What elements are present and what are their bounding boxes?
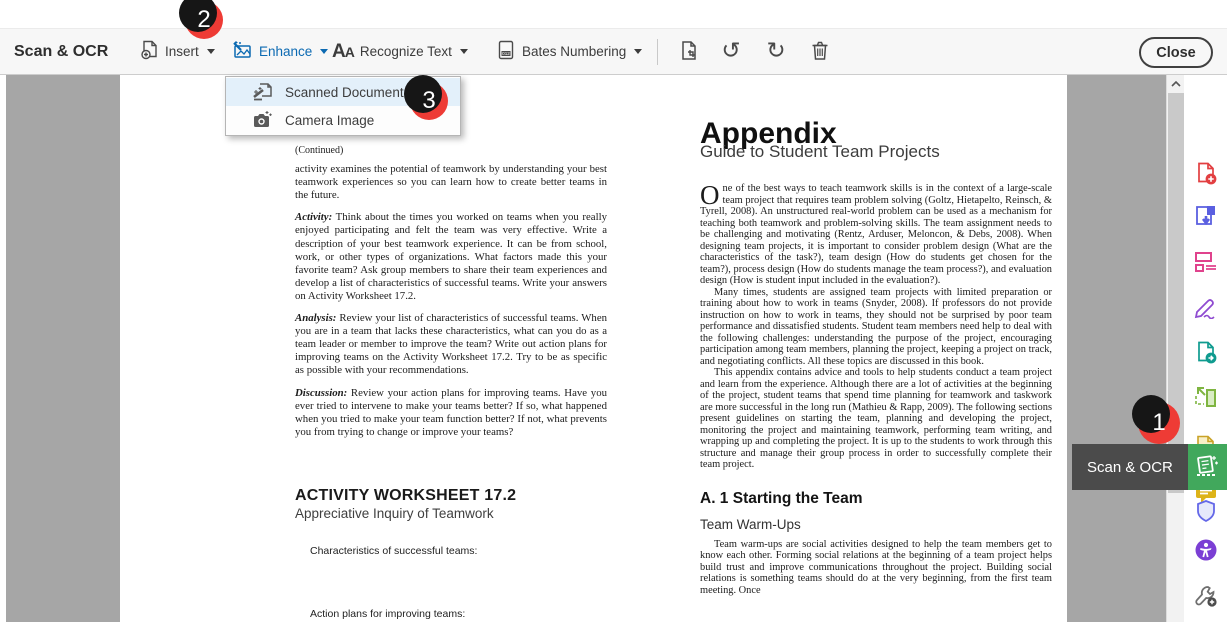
export-pdf-tool[interactable]: [1194, 204, 1218, 228]
vertical-scrollbar[interactable]: [1166, 75, 1184, 622]
activity-paragraph: Activity: Think about the times you worked on teams when you really enjoyed participating and felt the team was very effective. Write a description of your best teamwork experience. It can be from school, work, or other types of organizations. What factors made this your favorite team? Ask group members to share their team experiences and develop a list of characteristics of successful teams. Write your answers on Activity Worksheet 17.2.: [295, 211, 607, 302]
rotate-right-button[interactable]: [759, 29, 793, 74]
insert-page-icon: [140, 40, 159, 63]
recognize-text-icon: AA: [332, 40, 354, 62]
scan-ocr-tooltip: Scan & OCR: [1072, 444, 1188, 490]
chevron-up-icon: [1171, 81, 1181, 87]
send-file-tool[interactable]: [1194, 341, 1218, 365]
tools-rail: [1184, 75, 1227, 622]
accessibility-tool[interactable]: [1194, 538, 1218, 562]
delete-pages-button[interactable]: [803, 29, 837, 74]
appendix-paragraph-1: One of the best ways to teach teamwork skills is in the context of a large-scale team project that requires team problem solving (Goltz, Hietapelto, Reinsch, & Tyrell, 2008). An unstructured real-world problem can be used as a mechanism for teaching both teamwork and problem-solving skills. The team assignment needs to be challenging and motivating (Rentz, Arduser, Meloncon, & Debs, 2008). When designing team projects, it is important to consider problem design (What are the characteristics of the task?), team design (How do students get chosen for the team?), process design (How do students manage the team process?), and evaluation design (How is student input included in the evaluation?).: [700, 180, 1052, 286]
appendix-title: Appendix: [700, 117, 837, 150]
insert-label: Insert: [165, 44, 199, 59]
fill-sign-pen-icon: [1194, 297, 1218, 319]
analysis-paragraph: Analysis: Review your list of characteristics of successful teams. When you are in a team that lacks these characteristics, what can you do as a team leader or member to improve the team? Write out action plans for improving teams on the Activity Worksheet 17.2. Try to be as specific as possible with your recommendations.: [295, 312, 608, 377]
create-pdf-tool[interactable]: [1194, 162, 1218, 186]
close-button[interactable]: Close: [1139, 37, 1213, 68]
enhance-magic-image-icon: [232, 40, 253, 63]
menu-item-label: Camera Image: [285, 112, 375, 128]
scan-and-ocr-tool-active[interactable]: [1184, 444, 1227, 490]
toolbar-divider: [657, 39, 658, 65]
drop-cap: O: [700, 180, 720, 210]
combine-files-icon: [1194, 386, 1218, 410]
accessibility-icon: [1194, 538, 1218, 562]
fill-and-sign-tool[interactable]: [1194, 296, 1218, 320]
scroll-up-button[interactable]: [1167, 75, 1185, 93]
document-pane[interactable]: [6, 75, 1166, 622]
send-file-icon: [1195, 341, 1218, 365]
recognize-text-button[interactable]: [332, 29, 468, 74]
callout-step-2-badge: 2: [185, 1, 223, 39]
recognize-text-caret-icon: [460, 49, 468, 54]
rotate-left-button[interactable]: [714, 29, 748, 74]
subsection-heading: Team Warm-Ups: [700, 517, 801, 532]
camera-image-icon: [252, 109, 273, 132]
svg-text:012: 012: [502, 51, 510, 57]
trash-icon: [811, 40, 829, 64]
bates-numbering-caret-icon: [634, 49, 642, 54]
enhance-caret-icon: [320, 49, 328, 54]
discussion-paragraph: Discussion: Review your action plans for improving teams. Have you ever tried to intervene to make your teams better? If so, what happened when you tried to make your team function better? If not, what prevents you from trying to change or improve your teams?: [295, 386, 607, 438]
menu-item-label: Scanned Document: [285, 84, 404, 100]
crop-pages-button[interactable]: [672, 29, 706, 74]
bates-numbering-label: Bates Numbering: [522, 44, 627, 59]
worksheet-field-action-plans: Action plans for improving teams:: [310, 608, 466, 621]
recognize-text-label: Recognize Text: [359, 44, 452, 59]
worksheet-subtitle: Appreciative Inquiry of Teamwork: [295, 505, 494, 521]
bates-numbering-icon: [496, 40, 516, 63]
appendix-paragraph-2: Many times, students are assigned team projects with limited preparation or training about how to work in teams (Snyder, 2008). If professors do not provide instruction on how to work in teams, they should not be surprised by poor team performance and dissatisfied students. Student team members need help to deal with the following challenges: understanding the purpose of the project, encouraging participation among team members, planning the project, keeping a project on track, and negotiating conflicts. All these topics are discussed in this book.: [700, 286, 1052, 367]
insert-caret-icon: [207, 49, 215, 54]
protect-tool[interactable]: [1194, 499, 1218, 523]
bates-numbering-button[interactable]: [496, 29, 642, 74]
worksheet-field-characteristics: Characteristics of successful teams:: [310, 545, 478, 558]
create-pdf-icon: [1195, 162, 1218, 186]
appendix-paragraph-4: Team warm-ups are social activities designed to help the team members get to know each other. Forming social relations at the beginning of a team project helps build trust and improve communications throughout the project. Building social relations is something teams should do at the very beginning, from the first team meeting. Once: [700, 538, 1052, 596]
more-tools[interactable]: [1194, 584, 1218, 608]
pdf-right-page-column: [700, 75, 1052, 596]
callout-step-1-badge: 1: [1138, 402, 1180, 444]
appendix-paragraph-3: This appendix contains advice and tools to help students conduct a team project and learn from the experience. Although there are a lot of activities at the beginning of the project, student teams that spend time planning for teamwork and taskwork are more successful in the long run (Mathieu & Rapp, 2009). The following sections present guidelines on starting the team, planning and developing the project, monitoring the project and maintaining teamwork, performing team writing, and wrapping up and completing the project. It is up to the students to work through this structure and manage their group process in order to successfully complete their team project.: [700, 367, 1052, 470]
enhance-button[interactable]: [232, 29, 328, 74]
section-heading: A. 1 Starting the Team: [700, 489, 863, 507]
combine-files-tool[interactable]: [1194, 386, 1218, 410]
pdf-left-page-column: [295, 75, 607, 621]
scan-ocr-scanner-icon: [1192, 453, 1220, 481]
continued-note: (Continued): [295, 145, 344, 156]
organize-pages-icon: [1194, 251, 1218, 273]
export-pdf-icon: [1194, 204, 1218, 228]
organize-pages-tool[interactable]: [1194, 250, 1218, 274]
callout-step-3-badge: 3: [410, 82, 448, 120]
scan-ocr-toolbar: [0, 28, 1227, 75]
shield-icon: [1195, 499, 1217, 523]
appendix-subtitle: Guide to Student Team Projects: [700, 141, 940, 161]
rotate-clockwise-icon: ↻: [766, 38, 786, 64]
rotate-counterclockwise-icon: ↺: [721, 38, 741, 64]
toolbar-title: Scan & OCR: [14, 42, 109, 60]
crop-page-icon: [679, 40, 699, 64]
worksheet-title: ACTIVITY WORKSHEET 17.2: [295, 486, 517, 504]
wrench-plus-icon: [1194, 584, 1218, 608]
scanned-document-icon: [252, 81, 273, 104]
intro-paragraph: activity examines the potential of teamwork by understanding your best teamwork experiences so you can learn how to create better teams in the future.: [295, 163, 607, 202]
enhance-label: Enhance: [259, 44, 313, 59]
pdf-page-spread: [120, 75, 1067, 622]
